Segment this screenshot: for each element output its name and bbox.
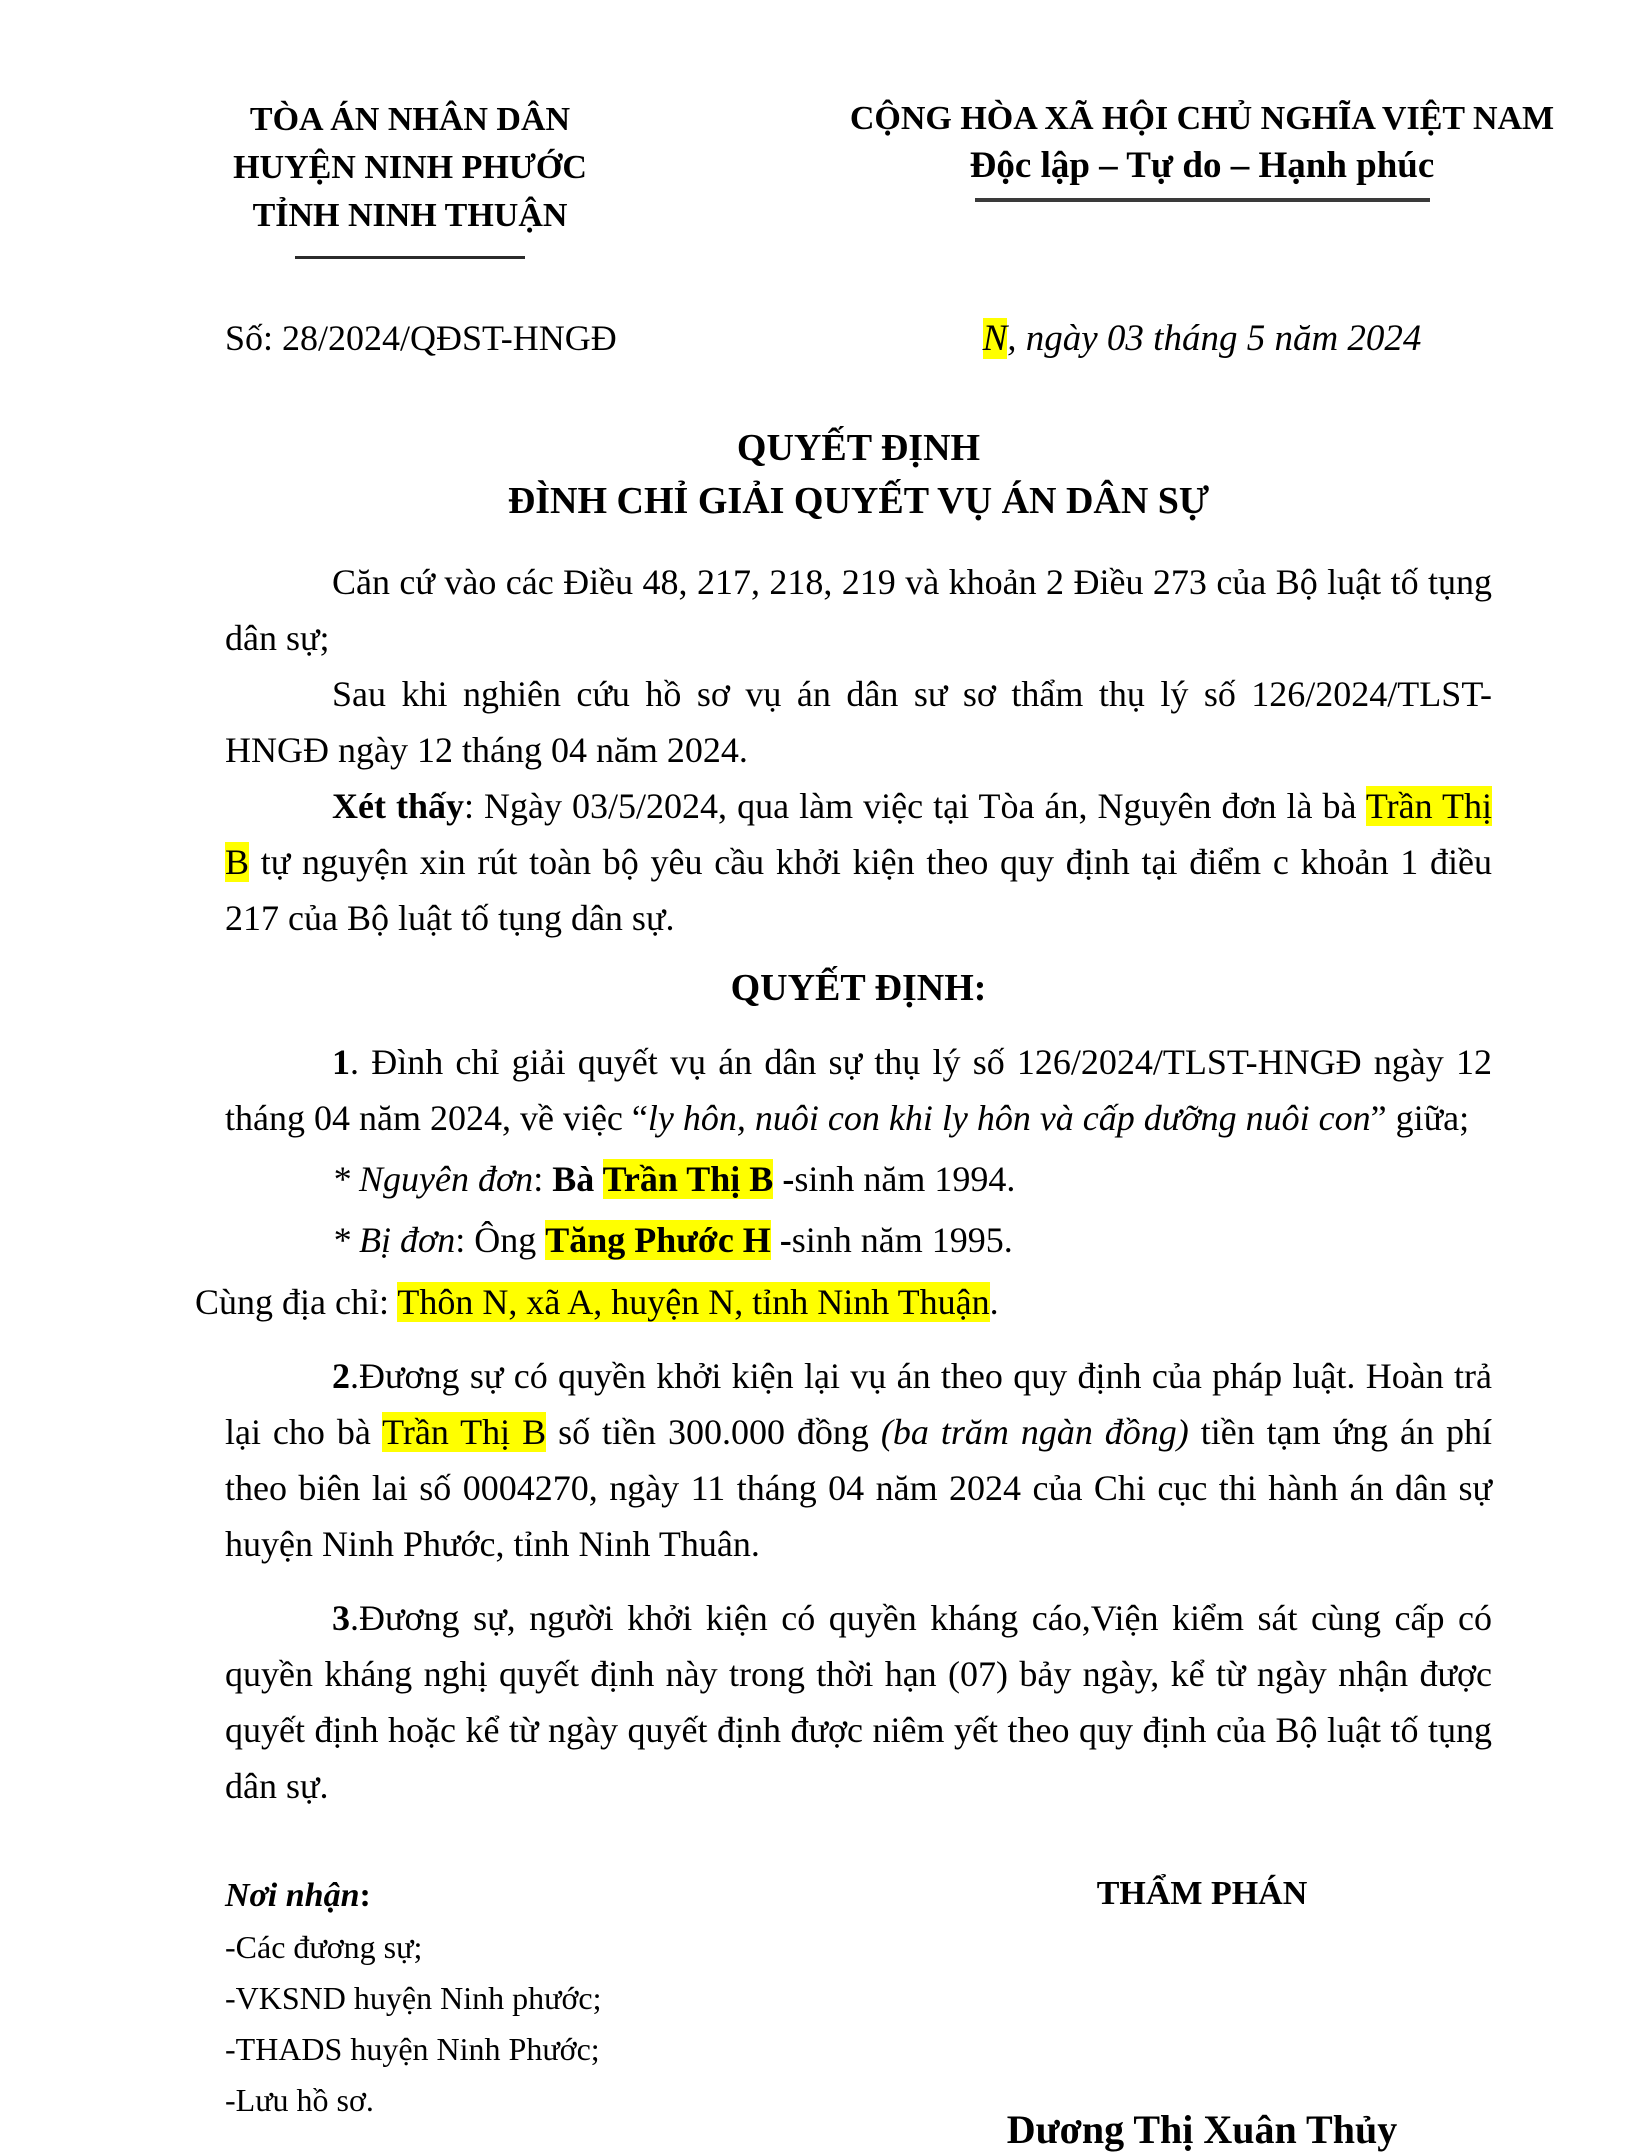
national-motto: Độc lập – Tự do – Hạnh phúc	[969, 145, 1435, 186]
address-highlight: Thôn N, xã A, huyện N, tỉnh Ninh Thuận	[397, 1282, 990, 1322]
recipients-block	[225, 1870, 785, 2153]
article-2	[225, 1348, 1492, 1572]
plaintiff-birth: sinh năm 1994.	[794, 1159, 1016, 1199]
article-2-text3: tiền tạm ứng án phí theo biên lai số 0004270, ngày 11 tháng 04 năm 2024 của Chi cục thi hành án dân sự huyện Ninh Phước, tỉnh Ninh Thuân.	[225, 1412, 1492, 1564]
court-name-line3: TỈNH NINH THUẬN	[252, 197, 568, 234]
court-name-underline	[295, 256, 525, 259]
plaintiff-line	[225, 1151, 1492, 1207]
recipient-item: -Các đương sự;	[225, 1929, 423, 1965]
case-subject-italic: ly hôn, nuôi con khi ly hôn và cấp dưỡng nuôi con	[647, 1098, 1371, 1138]
court-name-line1: TÒA ÁN NHÂN DÂN	[249, 101, 571, 138]
recipients-heading	[225, 1870, 785, 1922]
shared-address-line	[195, 1274, 1492, 1330]
preamble-legal-basis: Căn cứ vào các Điều 48, 217, 218, 219 và khoản 2 Điều 273 của Bộ luật tố tụng dân sự;	[225, 562, 1492, 658]
place-highlight: N	[982, 318, 1008, 359]
judge-title: THẨM PHÁN	[1096, 1875, 1308, 1912]
plaintiff-colon: :	[533, 1159, 553, 1199]
recipient-item: -THADS huyện Ninh Phước;	[225, 2031, 600, 2067]
recipient-item: -VKSND huyện Ninh phước;	[225, 1980, 602, 2016]
findings-lead: Xét thấy	[332, 786, 465, 826]
preamble-case-review: Sau khi nghiên cứu hồ sơ vụ án dân sư sơ thẩm thụ lý số 126/2024/TLST-HNGĐ ngày 12 tháng 04 năm 2024.	[225, 674, 1492, 770]
article-1-text: . Đình chỉ giải quyết vụ án dân sự thụ lý số 126/2024/TLST-HNGĐ ngày 12 tháng 04 năm 2024, về việc “	[225, 1042, 1492, 1138]
document-footer	[225, 1870, 1492, 2153]
address-period: .	[989, 1282, 999, 1322]
number-date-row	[225, 317, 1492, 360]
article-3-text: .Đương sự, người khởi kiện có quyền kháng cáo,Viện kiểm sát cùng cấp có quyền kháng nghị quyết định này trong thời hạn (07) bảy ngày, kể từ ngày nhận được quyết định hoặc kể từ ngày quyết định được niêm yết theo quy định của Bộ luật tố tụng dân sự.	[225, 1598, 1492, 1806]
date-text: , ngày 03 tháng 5 năm 2024	[1007, 318, 1422, 359]
national-title: CỘNG HÒA XÃ HỘI CHỦ NGHĨA VIỆT NAM	[849, 100, 1555, 137]
defendant-prefix: Ông	[474, 1220, 546, 1260]
defendant-star: *	[332, 1220, 359, 1260]
plaintiff-dash: -	[773, 1159, 795, 1199]
article-2-text2: số tiền 300.000 đồng	[546, 1412, 881, 1452]
title-line1: QUYẾT ĐỊNH	[736, 427, 981, 469]
court-name-block	[210, 96, 610, 259]
findings-mid: : Ngày 03/5/2024, qua làm việc tại Tòa án, Nguyên đơn là bà	[464, 786, 1366, 826]
preamble-findings	[225, 778, 1492, 946]
refund-name-highlight: Trần Thị B	[382, 1412, 547, 1452]
defendant-label: Bị đơn	[359, 1220, 456, 1260]
article-1-number: 1	[332, 1042, 350, 1082]
article-2-number: 2	[332, 1356, 350, 1396]
document-number: Số: 28/2024/QĐST-HNGĐ	[225, 318, 617, 358]
place-date-line	[837, 317, 1567, 360]
document-header	[225, 96, 1555, 259]
plaintiff-star: *	[332, 1159, 359, 1199]
article-3-number: 3	[332, 1598, 350, 1638]
document-title	[225, 422, 1492, 528]
article-1-end: ” giữa;	[1370, 1098, 1470, 1138]
article-1	[225, 1034, 1492, 1146]
address-label: Cùng địa chỉ:	[195, 1282, 398, 1322]
decision-heading: QUYẾT ĐỊNH:	[730, 967, 987, 1009]
findings-rest: tự nguyện xin rút toàn bộ yêu cầu khởi kiện theo quy định tại điểm c khoản 1 điều 217 của Bộ luật tố tụng dân sự.	[225, 842, 1492, 938]
signature-block	[837, 1870, 1567, 2153]
plaintiff-name-highlight: Trần Thị B	[225, 786, 1492, 882]
plaintiff-label: Nguyên đơn	[359, 1159, 534, 1199]
judge-name: Dương Thị Xuân Thủy	[1006, 2107, 1398, 2152]
title-line2: ĐÌNH CHỈ GIẢI QUYẾT VỤ ÁN DÂN SỰ	[507, 480, 1210, 522]
national-motto-block	[837, 96, 1567, 202]
article-3	[225, 1590, 1492, 1814]
defendant-dash: -	[770, 1220, 792, 1260]
recipients-colon: :	[359, 1877, 371, 1914]
court-name-line2: HUYỆN NINH PHƯỚC	[233, 149, 587, 186]
defendant-line	[225, 1212, 1492, 1268]
amount-in-words: (ba trăm ngàn đồng)	[880, 1412, 1189, 1452]
article-2-text1: .Đương sự có quyền khởi kiện lại vụ án theo quy định của pháp luật. Hoàn trả lại cho bà	[225, 1356, 1492, 1452]
plaintiff-name: Trần Thị B	[602, 1159, 774, 1199]
defendant-colon: :	[455, 1220, 475, 1260]
motto-underline	[975, 198, 1430, 202]
defendant-birth: sinh năm 1995.	[791, 1220, 1013, 1260]
recipients-label: Nơi nhận	[225, 1877, 360, 1914]
recipient-item: -Lưu hồ sơ.	[225, 2082, 374, 2118]
defendant-name: Tăng Phước H	[545, 1220, 771, 1260]
plaintiff-prefix: Bà	[552, 1159, 603, 1199]
